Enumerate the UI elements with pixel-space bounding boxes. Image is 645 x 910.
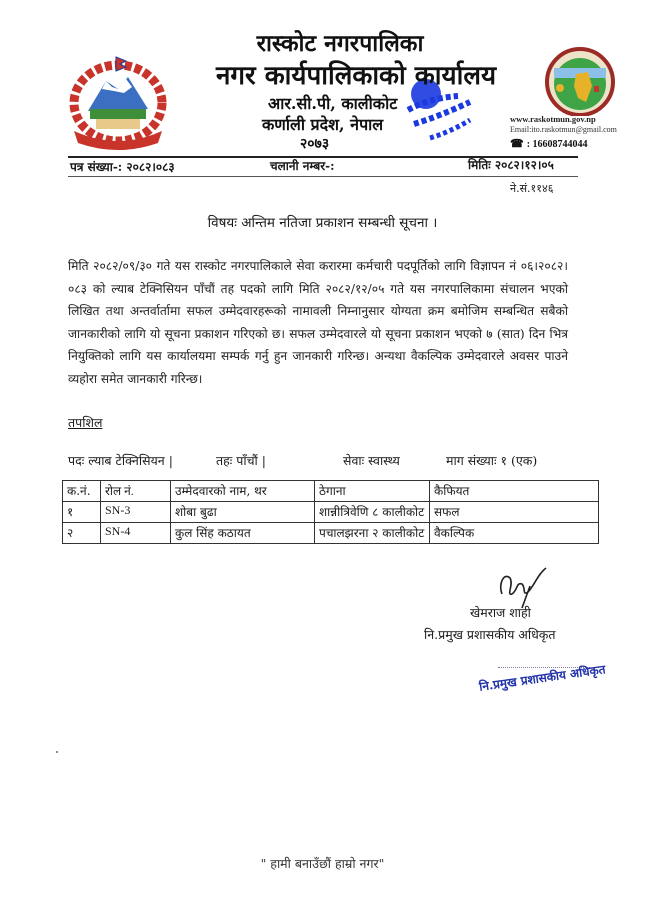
email-link[interactable]: Email:ito.raskotmun@gmail.com bbox=[510, 125, 617, 134]
website-link[interactable]: www.raskotmun.gov.np bbox=[510, 114, 596, 124]
header-roll-number: रोल नं. bbox=[101, 481, 171, 502]
scan-speck bbox=[56, 751, 58, 753]
cell-address: शान्नीत्रिवेणि ८ कालीकोट bbox=[315, 502, 430, 523]
cell-serial: १ bbox=[63, 502, 101, 523]
letter-date: मितिः २०८२।१२।०५ bbox=[468, 158, 554, 172]
address-line-1: आर.सी.पी, कालीकोट bbox=[268, 94, 398, 113]
table-row bbox=[63, 502, 599, 523]
designation-stamp: नि.प्रमुख प्रशासकीय अधिकृत bbox=[478, 662, 607, 694]
cell-remarks: सफल bbox=[430, 502, 599, 523]
letter-number: पत्र संख्या-: २०८२।०८३ bbox=[70, 160, 175, 174]
nepal-sambat-date: ने.सं.११४६ bbox=[510, 182, 554, 195]
nepal-emblem-icon bbox=[66, 55, 171, 150]
header-serial: क.नं. bbox=[63, 481, 101, 502]
table-row bbox=[63, 523, 599, 544]
telephone-icon: ☎ bbox=[510, 138, 524, 150]
header-remarks: कैफियत bbox=[430, 481, 599, 502]
post-name: पदः ल्याब टेक्निसियन | bbox=[68, 453, 173, 468]
cell-address: पचालझरना २ कालीकोट bbox=[315, 523, 430, 544]
office-name: नगर कार्यपालिकाको कार्यालय bbox=[215, 61, 497, 91]
service-type: सेवाः स्वास्थ्य bbox=[343, 453, 400, 468]
signer-name: खेमराज शाही bbox=[470, 605, 531, 620]
details-heading: तपशिल bbox=[68, 415, 103, 430]
address-line-2: कर्णाली प्रदेश, नेपाल bbox=[262, 115, 384, 134]
reference-divider bbox=[68, 176, 578, 177]
demand-count: माग संख्याः १ (एक) bbox=[446, 453, 538, 468]
dispatch-number: चलानी नम्बर-: bbox=[270, 159, 335, 173]
notice-body: मिति २०८२/०९/३० गते यस रास्कोट नगरपालिकाले सेवा करारमा कर्मचारी पदपूर्तिको लागि विज्ञापन नं ०६।२०८२।०८३ को ल्याब टेक्निसियन पाँचौं तह पदको लागि मिति २०८२/१२/०५ गते यस नगरपालिकामा संचालन भएको लिखित तथा अन्तर्वार्तामा सफल उम्मेदवारहरूको नामावली निम्नानुसार योग्यता क्रम बमोजिम सम्बन्धित सबैको जानकारीको लागि यो सूचना प्रकाशन गरिएको छ। सफल उम्मेदवारले यो सूचना प्रकाशन भएको ७ (सात) दिन भित्र नियुक्तिको लागि यस कार्यालयमा सम्पर्क गर्नु हुन जानकारी गरिन्छ। अन्यथा वैकल्पिक उम्मेदवारले अवसर पाउने व्यहोरा समेत जानकारी गरिन्छ। bbox=[68, 259, 568, 386]
cell-serial: २ bbox=[63, 523, 101, 544]
organization-name: रास्कोट नगरपालिका bbox=[256, 30, 424, 57]
footer-slogan: " हामी बनाउँछौं हाम्रो नगर" bbox=[260, 856, 385, 871]
cell-remarks: वैकल्पिक bbox=[430, 523, 599, 544]
phone-value: : 16608744044 bbox=[526, 139, 588, 150]
notice-subject: विषयः अन्तिम नतिजा प्रकाशन सम्बन्धी सूचना । bbox=[207, 215, 438, 231]
phone-number bbox=[510, 137, 588, 150]
cell-roll-number: SN-4 bbox=[101, 523, 171, 544]
cell-candidate-name: कुल सिंह कठायत bbox=[171, 523, 315, 544]
post-level: तहः पाँचौं | bbox=[216, 453, 266, 468]
header-address: ठेगाना bbox=[315, 481, 430, 502]
results-table bbox=[62, 480, 599, 544]
cell-roll-number: SN-3 bbox=[101, 502, 171, 523]
signer-title: नि.प्रमुख प्रशासकीय अधिकृत bbox=[424, 627, 556, 642]
cell-candidate-name: शोबा बुढा bbox=[171, 502, 315, 523]
municipality-logo-icon bbox=[540, 46, 620, 116]
header-candidate-name: उम्मेदवारको नाम, थर bbox=[171, 481, 315, 502]
established-year: २०७३ bbox=[300, 136, 330, 152]
table-header-row bbox=[63, 481, 599, 502]
